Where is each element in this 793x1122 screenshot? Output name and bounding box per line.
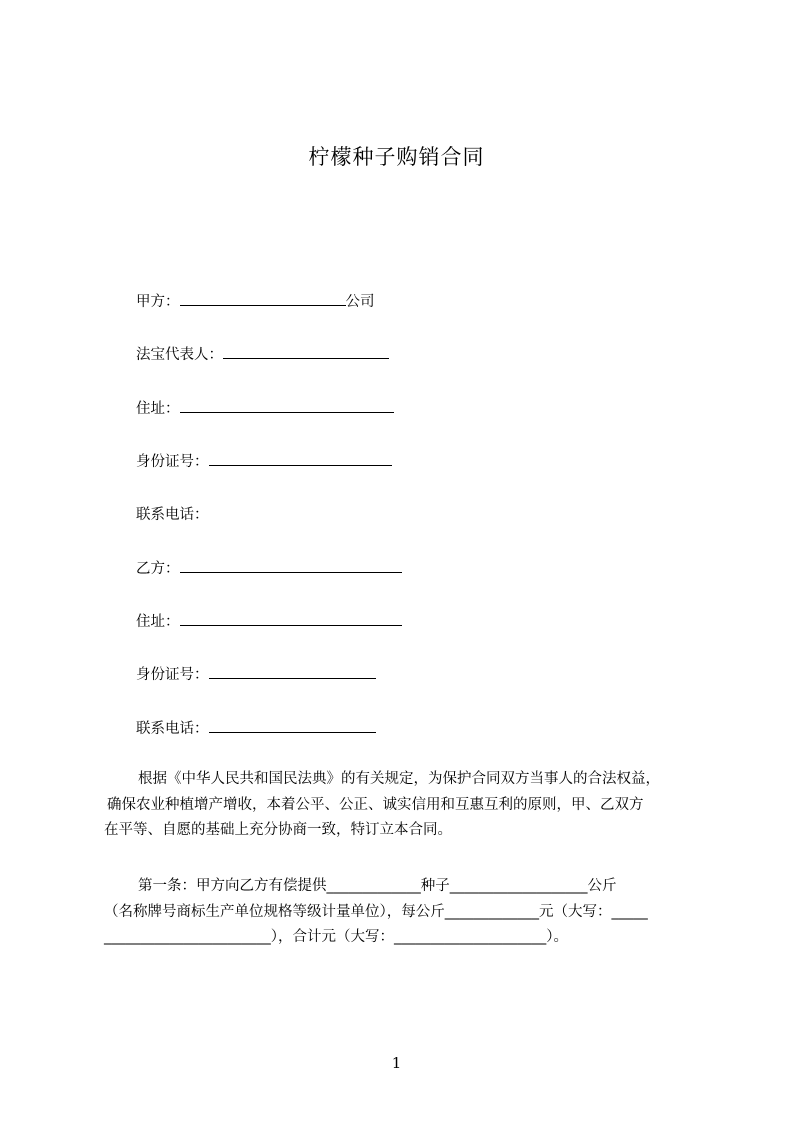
- party-b-id-blank[interactable]: [209, 664, 376, 679]
- party-a-id-blank[interactable]: [209, 451, 392, 466]
- party-a-label: 甲方：: [136, 294, 180, 310]
- party-b-label: 乙方：: [136, 561, 180, 577]
- party-b-address-label: 住址：: [136, 614, 180, 630]
- party-a-suffix: 公司: [345, 294, 375, 310]
- party-b-id-label: 身份证号：: [136, 667, 209, 683]
- preamble-line: 在平等、自愿的基础上充分协商一致，特订立本合同。: [104, 822, 452, 838]
- party-a-phone-field: [136, 505, 209, 525]
- party-a-address-blank[interactable]: [180, 398, 394, 413]
- party-b-address-blank[interactable]: [180, 611, 402, 626]
- party-b-id-field: [136, 664, 376, 685]
- article-line: _______________________），合计元（大写：_____________________）。: [104, 929, 568, 945]
- preamble-line: 根据《中华人民共和国民法典》的有关规定，为保护合同双方当事人的合法权益，: [138, 771, 660, 787]
- party-b-phone-blank[interactable]: [209, 718, 376, 733]
- party-a-address-field: [136, 398, 394, 419]
- party-a-id-label: 身份证号：: [136, 454, 209, 470]
- article-1-paragraph: [104, 874, 704, 951]
- preamble-line: 确保农业种植增产增收，本着公平、公正、诚实信用和互惠互利的原则，甲、乙双方: [107, 796, 644, 813]
- party-b-field: [136, 558, 402, 579]
- party-a-id-field: [136, 451, 392, 472]
- party-b-phone-field: [136, 718, 376, 739]
- preamble-paragraph: [104, 767, 704, 844]
- article-line: 第一条：甲方向乙方有偿提供_____________种子___________________公斤: [138, 878, 617, 894]
- article-line: （名称牌号商标生产单位规格等级计量单位），每公斤_____________元（大写：_____: [104, 903, 648, 920]
- party-a-rep-label: 法宝代表人：: [136, 347, 223, 363]
- party-b-phone-label: 联系电话：: [136, 721, 209, 737]
- page-number: 1: [391, 1054, 402, 1072]
- party-b-blank[interactable]: [180, 558, 402, 573]
- party-a-blank[interactable]: [180, 291, 346, 306]
- page-title: 柠檬种子购销合同: [308, 145, 485, 169]
- party-b-address-field: [136, 611, 402, 632]
- party-a-phone-label: 联系电话：: [136, 507, 209, 523]
- party-a-rep-field: [136, 344, 389, 365]
- party-a-field: [136, 291, 375, 312]
- party-a-address-label: 住址：: [136, 401, 180, 417]
- party-a-rep-blank[interactable]: [223, 344, 389, 359]
